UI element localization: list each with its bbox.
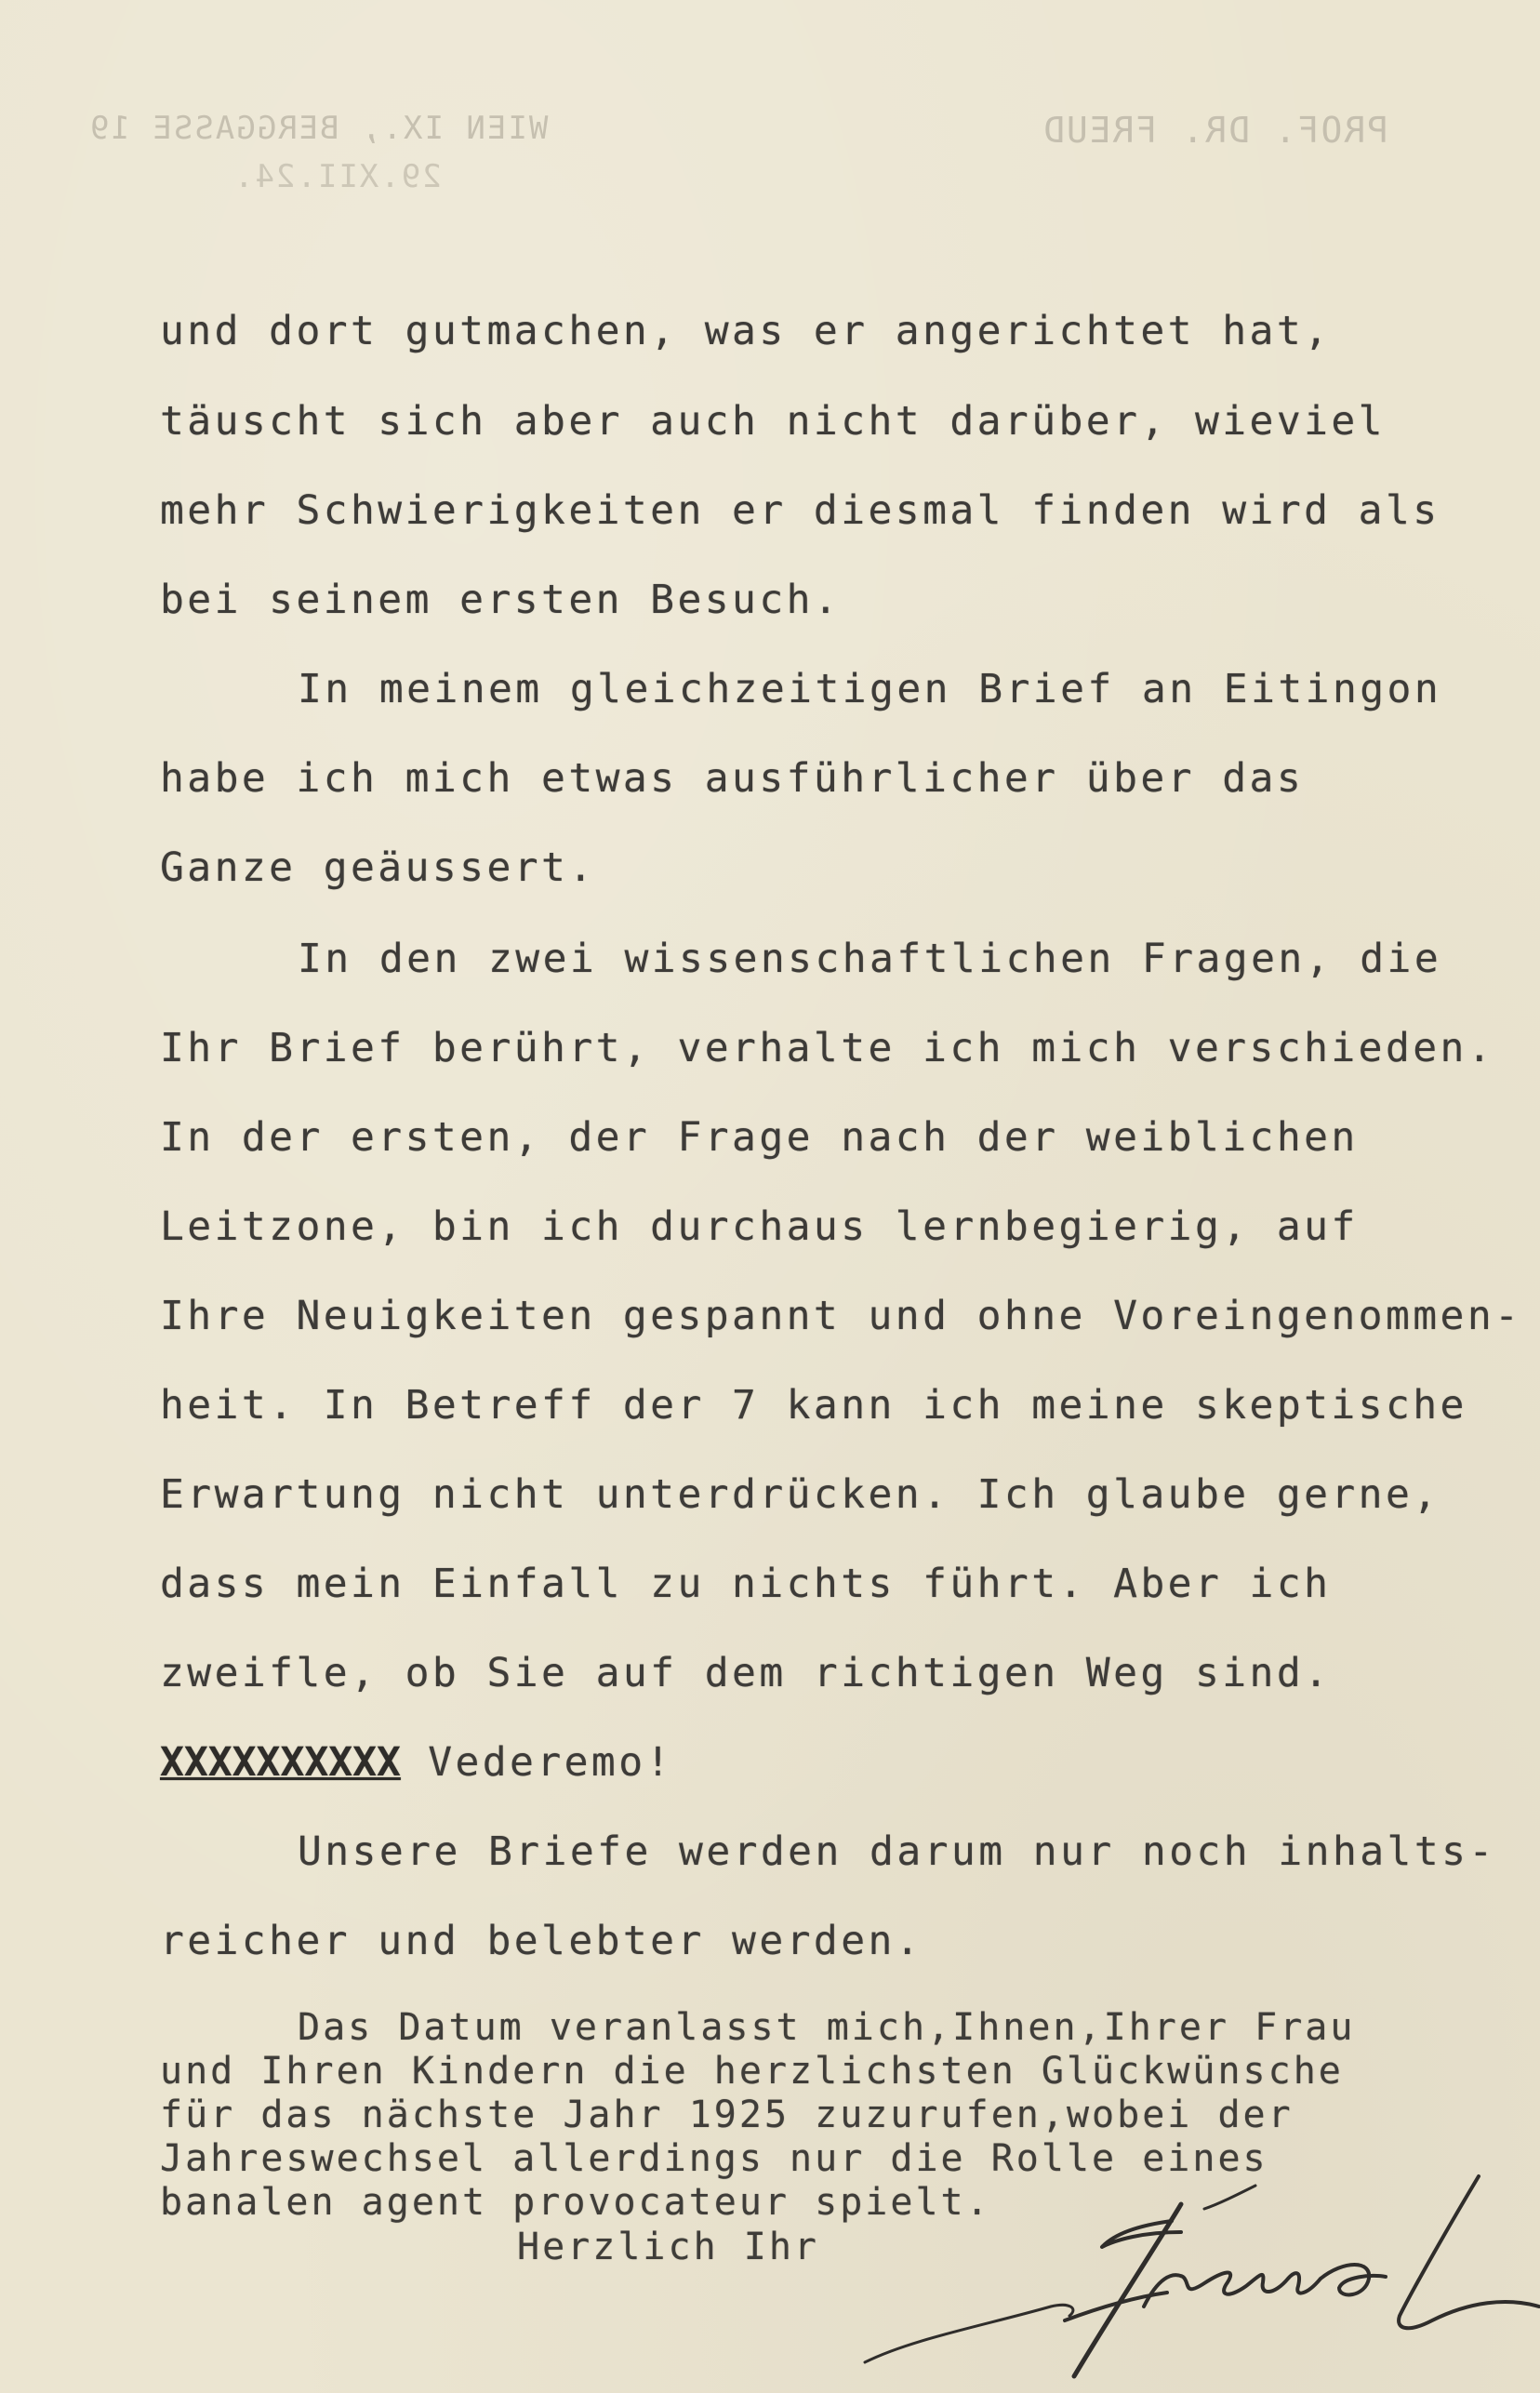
- body-line: In der ersten, der Frage nach der weiblichen: [160, 1114, 1359, 1161]
- body-line: heit. In Betreff der 7 kann ich meine skeptische: [160, 1382, 1467, 1429]
- body-line: Erwartung nicht unterdrücken. Ich glaube gerne,: [160, 1471, 1440, 1518]
- vederemo-line: [160, 1739, 673, 1786]
- body-line: mehr Schwierigkeiten er diesmal finden wird als: [160, 487, 1440, 534]
- letterhead-address: WIEN IX., BERGGASSE 19: [88, 110, 549, 147]
- letterhead-date: 29.XII.24.: [232, 158, 442, 195]
- body-line: täuscht sich aber auch nicht darüber, wieviel: [160, 398, 1386, 445]
- body-line: zweifle, ob Sie auf dem richtigen Weg sind.: [160, 1650, 1332, 1696]
- body-line: dass mein Einfall zu nichts führt. Aber ich: [160, 1561, 1332, 1607]
- body-line: Ganze geäussert.: [160, 844, 596, 891]
- letterhead-sender: PROF. DR. FREUD: [1042, 110, 1389, 151]
- struck-out-text: XXXXXXXXXX: [160, 1739, 401, 1786]
- vederemo-text: Vederemo!: [428, 1739, 673, 1786]
- body-line: banalen agent provocateur spielt.: [160, 2181, 991, 2224]
- closing-text: Herzlich Ihr: [517, 2226, 819, 2268]
- body-line: Jahreswechsel allerdings nur die Rolle eines: [160, 2137, 1268, 2180]
- body-line: habe ich mich etwas ausführlicher über das: [160, 755, 1305, 802]
- body-line: für das nächste Jahr 1925 zuzurufen,wobei der: [160, 2094, 1294, 2136]
- body-line: und Ihren Kindern die herzlichsten Glückwünsche: [160, 2050, 1344, 2093]
- body-line: Das Datum veranlasst mich,Ihnen,Ihrer Frau: [298, 2006, 1356, 2049]
- signature-freud: [837, 2167, 1540, 2390]
- body-line: Ihre Neuigkeiten gespannt und ohne Voreingenommen-: [160, 1293, 1522, 1339]
- body-line: und dort gutmachen, was er angerichtet hat,: [160, 308, 1332, 354]
- body-line: Unsere Briefe werden darum nur noch inhalts-: [298, 1828, 1496, 1875]
- body-line: bei seinem ersten Besuch.: [160, 577, 842, 623]
- body-line: reicher und belebter werden.: [160, 1918, 923, 1964]
- body-line: In den zwei wissenschaftlichen Fragen, die: [298, 936, 1442, 982]
- body-line: Leitzone, bin ich durchaus lernbegierig, auf: [160, 1203, 1359, 1250]
- body-line: Ihr Brief berührt, verhalte ich mich verschieden.: [160, 1025, 1495, 1071]
- body-line: In meinem gleichzeitigen Brief an Eitingon: [298, 666, 1442, 712]
